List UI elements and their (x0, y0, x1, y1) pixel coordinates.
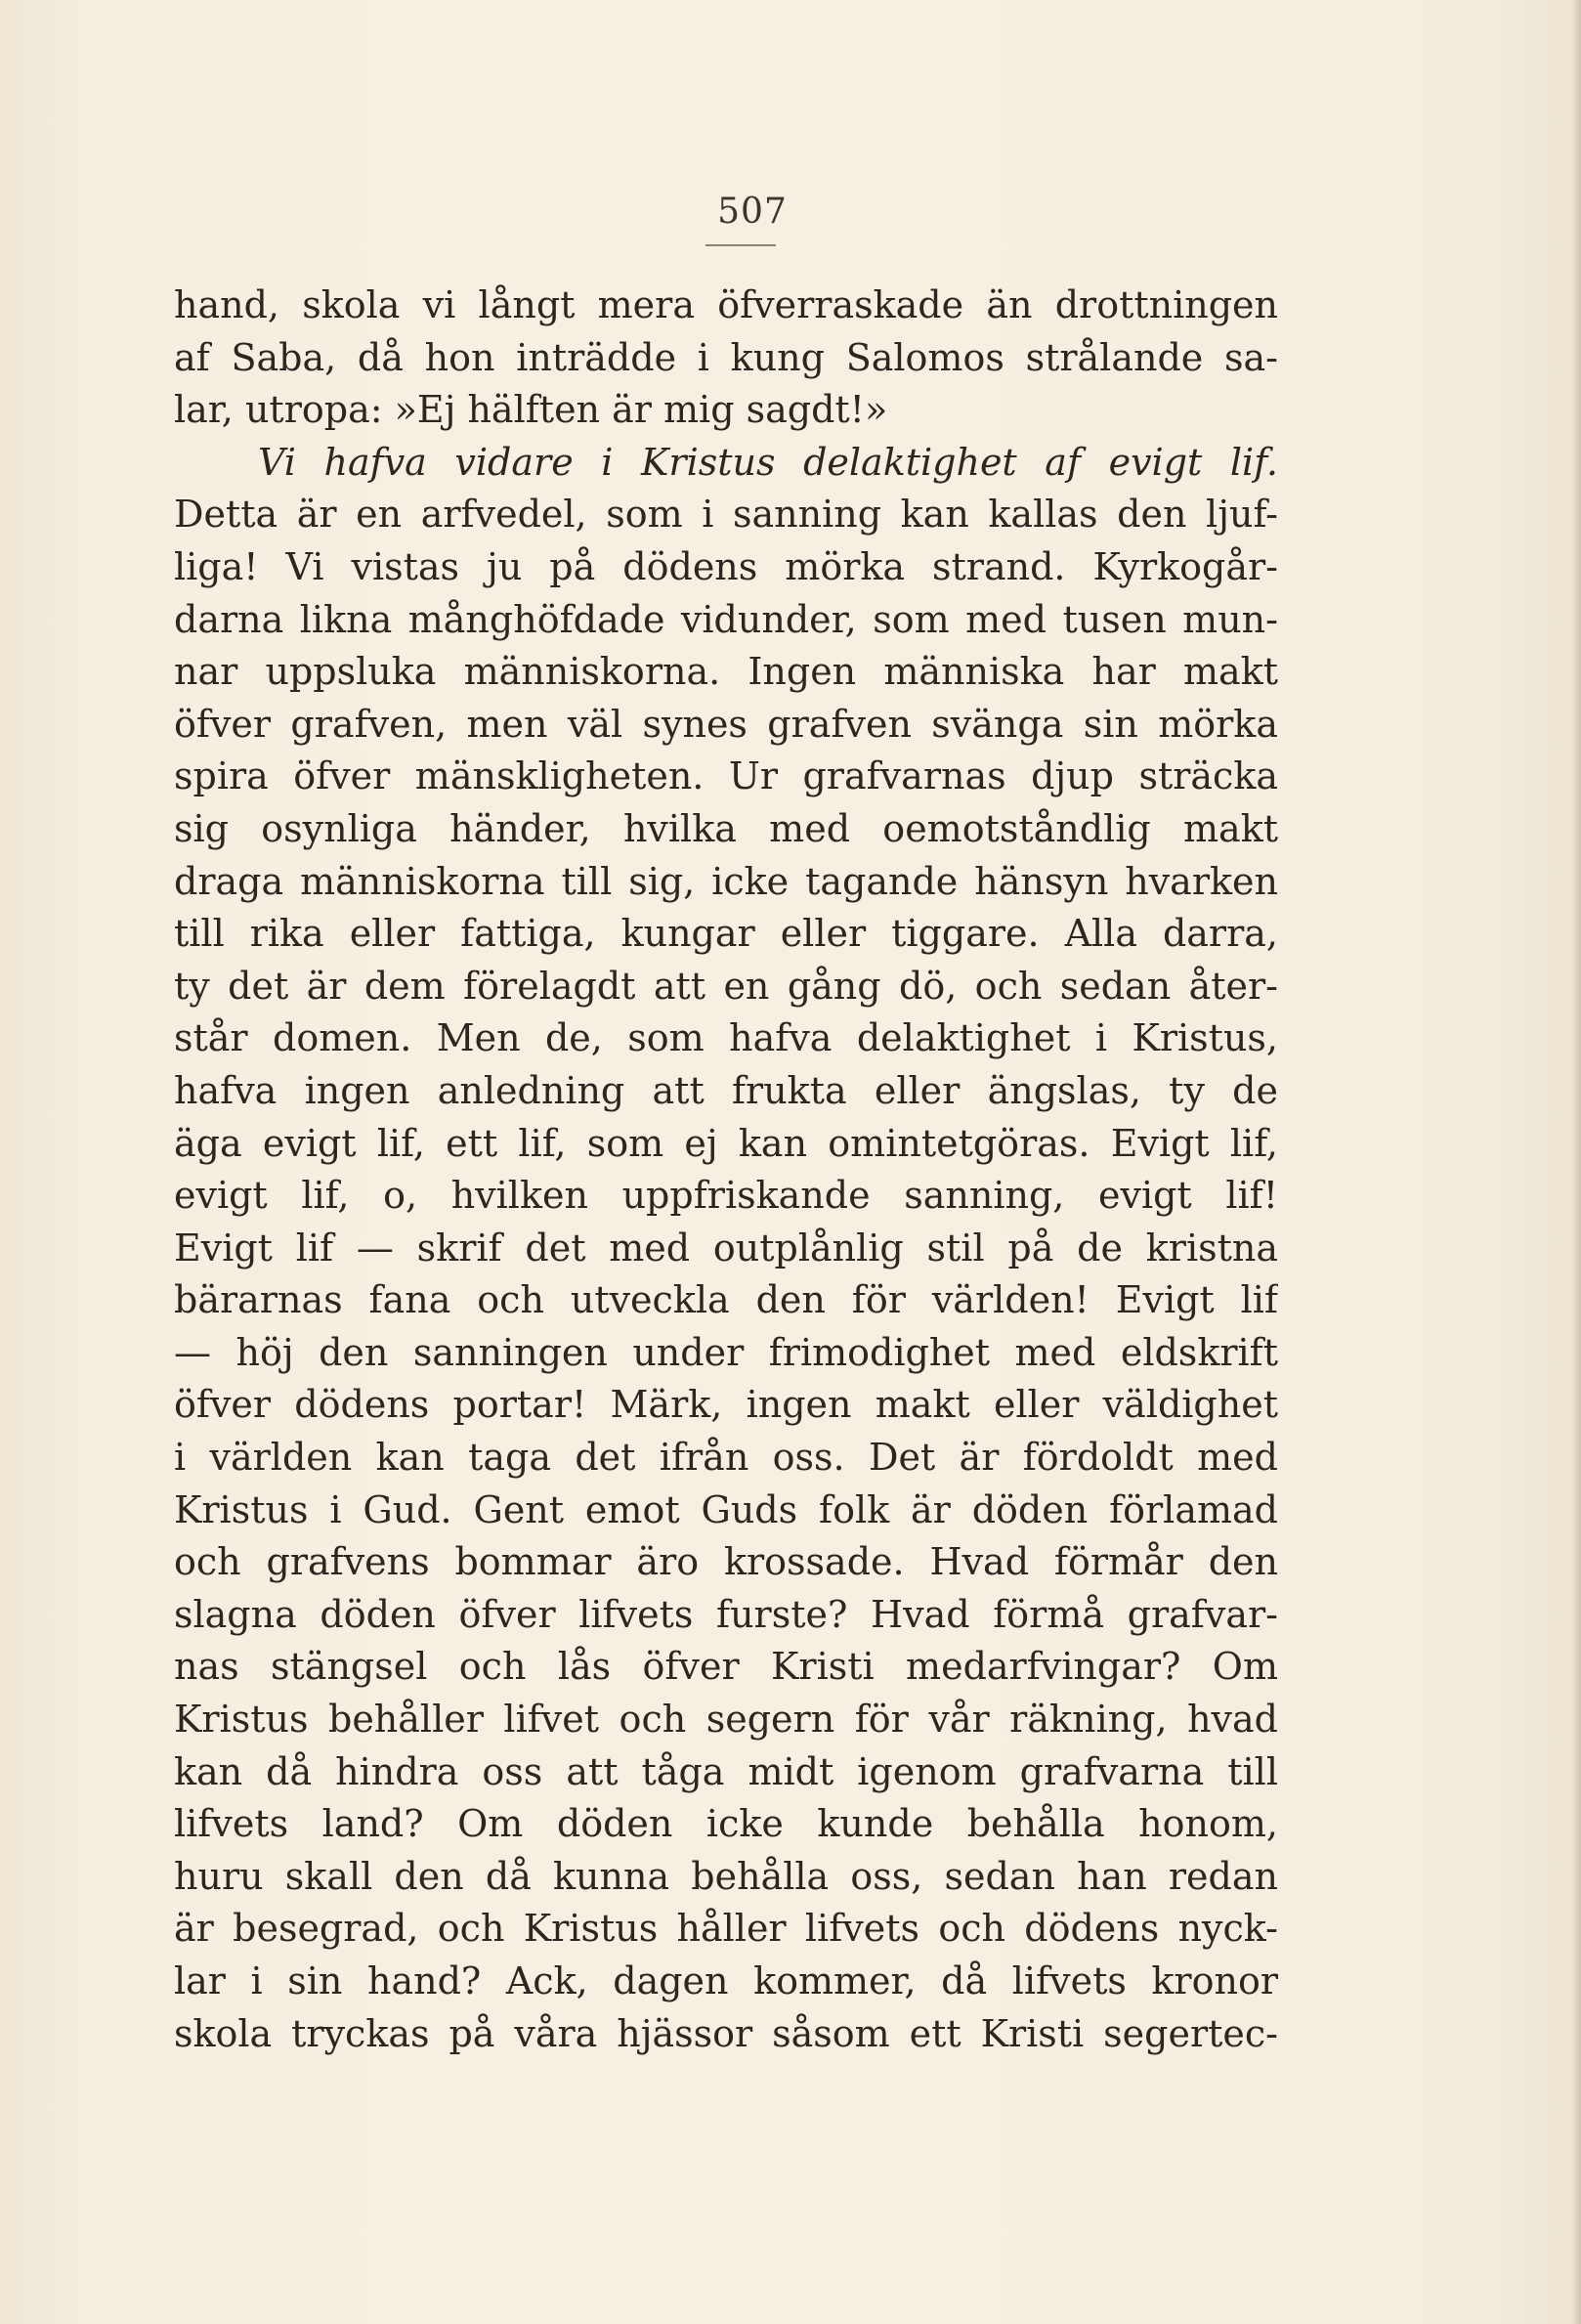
text-line: slagna döden öfver lifvets furste? Hvad förmå grafvar- (174, 1592, 1278, 1636)
text-line: skola tryckas på våra hjässor såsom ett Kristi segertec- (174, 2011, 1278, 2055)
text-line: liga! Vi vistas ju på dödens mörka strand. Kyrkogår- (174, 544, 1278, 588)
text-line: sig osynliga händer, hvilka med oemotståndlig makt (174, 806, 1278, 850)
text-line: i världen kan taga det ifrån oss. Det är fördoldt med (174, 1436, 1278, 1480)
text-line: Kristus i Gud. Gent emot Guds folk är döden förlamad (174, 1487, 1278, 1531)
text-line: hand, skola vi långt mera öfverraskade än drottningen (174, 283, 1278, 326)
text-line: kan då hindra oss att tåga midt igenom grafvarna till (174, 1749, 1278, 1793)
text-line: lar, utropa: »Ej hälften är mig sagdt!» (174, 388, 888, 432)
text-line: darna likna månghöfdade vidunder, som med tusen mun- (174, 597, 1278, 641)
text-line: huru skall den då kunna behålla oss, sedan han redan (174, 1854, 1278, 1898)
text-line: äga evigt lif, ett lif, som ej kan omintetgöras. Evigt lif, (174, 1121, 1278, 1165)
text-line: öfver grafven, men väl synes grafven svänga sin mörka (174, 702, 1278, 746)
page-edge-shadow (1571, 0, 1581, 2324)
page-number-underline (705, 244, 776, 246)
page-number: 507 (717, 192, 788, 232)
text-line: Detta är en arfvedel, som i sanning kan kallas den ljuf- (174, 493, 1278, 537)
text-line: nas stängsel och lås öfver Kristi medarfvingar? Om (174, 1645, 1278, 1689)
text-line: Evigt lif — skrif det med outplånlig stil på de kristna (174, 1226, 1278, 1270)
text-line: är besegrad, och Kristus håller lifvets och dödens nyck- (174, 1907, 1278, 1951)
body-text (174, 280, 1278, 2060)
text-line: lar i sin hand? Ack, dagen kommer, då lifvets kronor (174, 1959, 1278, 2002)
text-line: öfver dödens portar! Märk, ingen makt eller väldighet (174, 1383, 1278, 1427)
text-line: evigt lif, o, hvilken uppfriskande sanning, evigt lif! (174, 1174, 1278, 1218)
text-line: spira öfver mänskligheten. Ur grafvarnas djup sträcka (174, 754, 1278, 798)
text-line: nar uppsluka människorna. Ingen människa har makt (174, 650, 1278, 694)
text-line: står domen. Men de, som hafva delaktighet i Kristus, (174, 1016, 1278, 1060)
text-line: bärarnas fana och utveckla den för världen! Evigt lif (174, 1278, 1278, 1322)
text-line-italic: Vi hafva vidare i Kristus delaktighet af evigt lif. (258, 440, 1278, 484)
text-line: till rika eller fattiga, kungar eller tiggare. Alla darra, (174, 912, 1278, 956)
text-line: draga människorna till sig, icke tagande hänsyn hvarken (174, 859, 1278, 903)
text-line: och grafvens bommar äro krossade. Hvad förmår den (174, 1540, 1278, 1584)
text-line: — höj den sanningen under frimodighet med eldskrift (174, 1330, 1278, 1374)
text-line: lifvets land? Om döden icke kunde behålla honom, (174, 1802, 1278, 1846)
text-line: af Saba, då hon inträdde i kung Salomos strålande sa- (174, 335, 1278, 379)
text-line: Kristus behåller lifvet och segern för vår räkning, hvad (174, 1698, 1278, 1742)
text-line: hafva ingen anledning att frukta eller ängslas, ty de (174, 1068, 1278, 1112)
text-line: ty det är dem förelagdt att en gång dö, och sedan åter- (174, 964, 1278, 1008)
